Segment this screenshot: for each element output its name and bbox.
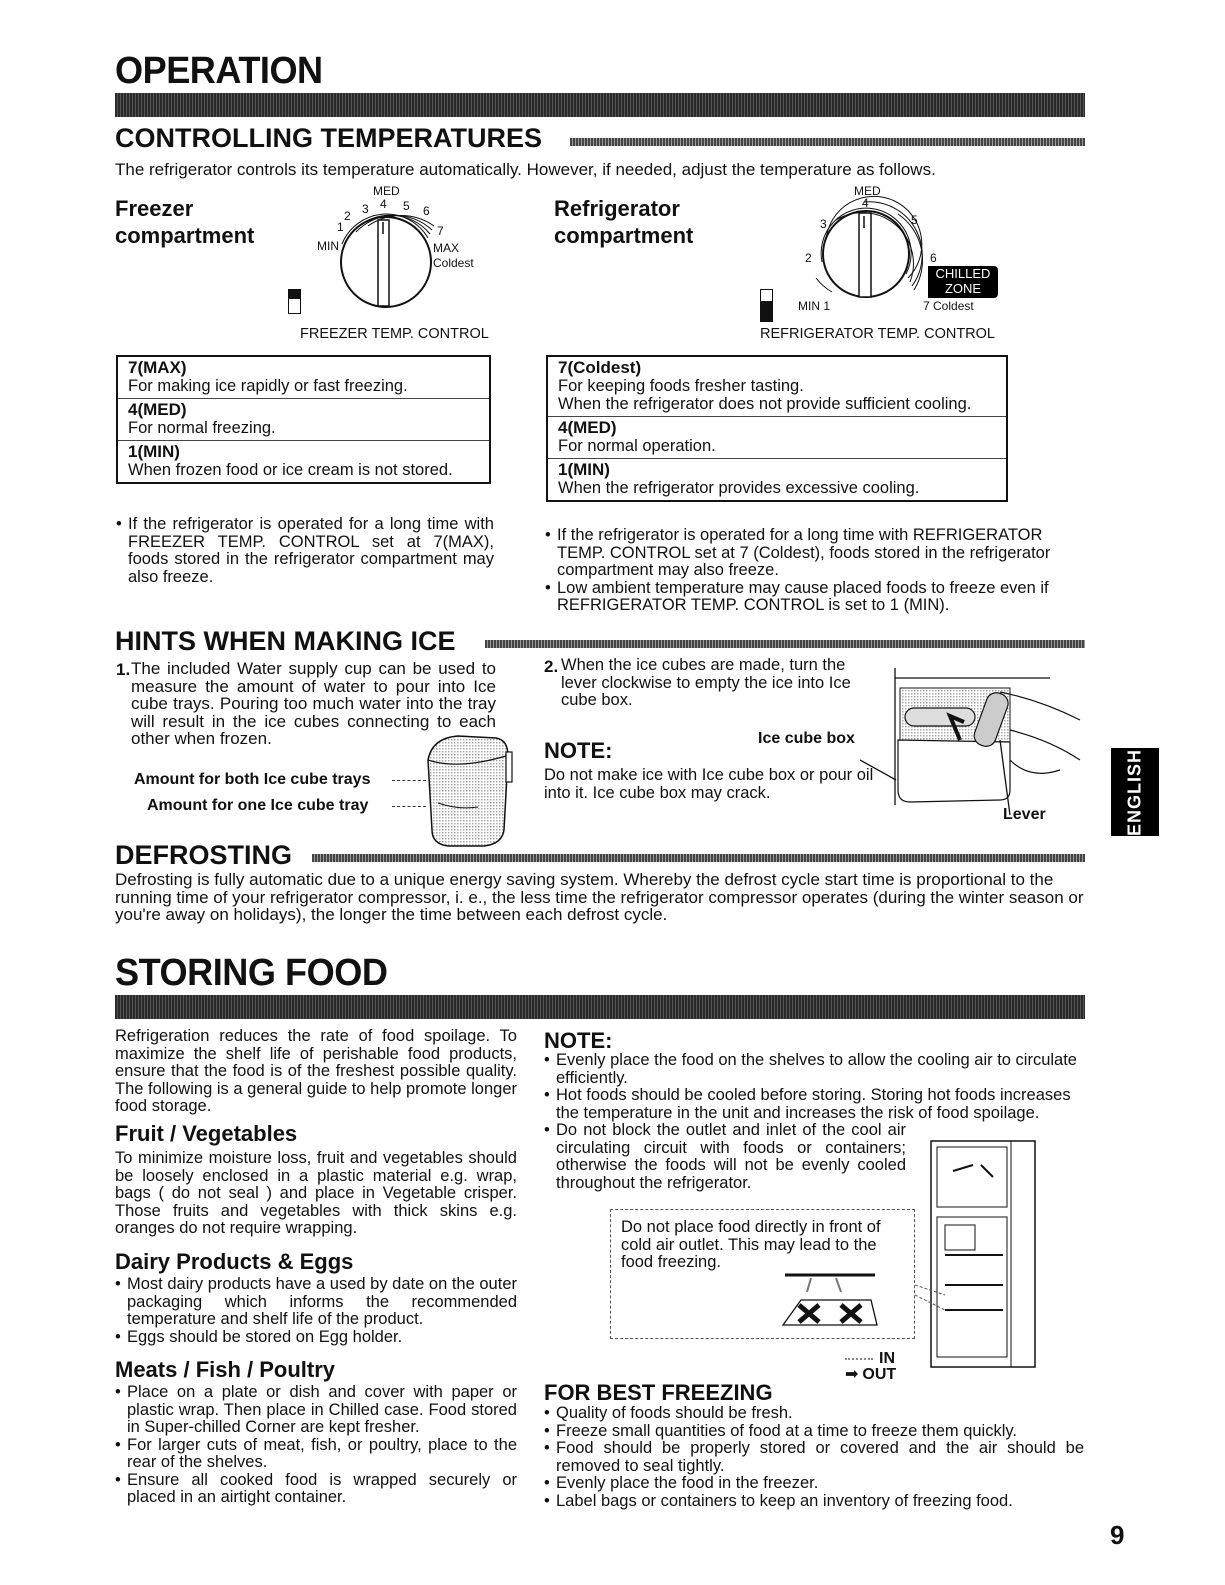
list-item: • Eggs should be stored on Egg holder. [115,1329,517,1347]
refrigerator-dial-coldest-label: 7 Coldest [923,299,974,313]
refrigerator-control-caption: REFRIGERATOR TEMP. CONTROL [760,326,995,342]
step-number: 2. [544,657,559,676]
list-item: • Ensure all cooked food is wrapped securely or placed in an airtight container. [115,1472,517,1507]
best-freezing-list [544,1405,1084,1510]
freezer-dial-tick: 1 [337,220,344,234]
dairy-eggs-list [115,1276,517,1346]
step-text: The included Water supply cup can be used to measure the amount of water to pour into Ice cube trays. Pouring too much water into the tray will result in the ice cubes connecting to each other when frozen. [131,659,496,748]
list-item: • Label bags or containers to keep an inventory of freezing food. [544,1493,1084,1511]
heading-defrosting: DEFROSTING [115,840,293,870]
list-item: • Most dairy products have a used by date on the outer packaging which informs the recommended temperature and shelf life of the product. [115,1276,517,1329]
list-item: • For larger cuts of meat, fish, or poultry, place to the rear of the shelves. [115,1437,517,1472]
note-item: • If the refrigerator is operated for a long time with REFRIGERATOR TEMP. CONTROL set at 7 (Coldest), foods stored in the refrigerator compartment may also freeze. [545,527,1090,580]
heading-rule [570,138,1085,146]
chilled-zone-line1: CHILLED [935,266,991,281]
refrigerator-setting-row [548,459,1006,500]
refrigerator-dial-min-label: MIN 1 [798,299,831,313]
freezer-heading-line1: Freezer [115,196,194,221]
ice-note-text: Do not make ice with Ice cube box or pour oil into it. Ice cube box may crack. [544,766,874,802]
label-ice-cube-box: Ice cube box [758,730,855,747]
setting-description: For making ice rapidly or fast freezing. [128,377,408,395]
refrigerator-setting-row [548,417,1006,459]
label-lever: Lever [1003,806,1046,823]
setting-description: For normal freezing. [128,419,276,437]
list-item: • Hot foods should be cooled before storing. Storing hot foods increases the temperature in the unit and increases the risk of food spoilage. [544,1087,1084,1122]
section-title-operation: OPERATION [115,50,323,92]
legend-in-label: IN [879,1350,895,1367]
controlling-intro: The refrigerator controls its temperature automatically. However, if needed, adjust the temperature as follows. [115,160,936,179]
freezer-temp-dial[interactable] [290,182,490,322]
chilled-zone-badge [928,266,998,298]
list-item: • Food should be properly stored or covered and the air should be removed to seal tightly. [544,1440,1084,1475]
refrigerator-dial-tick: 3 [820,217,827,231]
setting-description: When the refrigerator does not provide sufficient cooling. [558,395,972,413]
freezer-notes [116,516,494,586]
setting-label: 1(MIN) [128,442,180,461]
freezer-dial-max-label: MAX [433,241,460,255]
page-number: 9 [1110,1520,1125,1550]
heading-rule [312,854,1085,862]
ice-note-title: NOTE: [544,738,613,763]
list-item: • Evenly place the food on the shelves to allow the cooling air to circulate efficiently. [544,1052,1084,1087]
legend-out [845,1366,896,1384]
note-item: • Low ambient temperature may cause placed foods to freeze even if REFRIGERATOR TEMP. CONTROL is set to 1 (MIN). [545,580,1090,615]
language-tab-label: ENGLISH [1124,748,1145,836]
callout-text: Do not place food directly in front of cold air outlet. This may lead to the food freezing. [621,1218,881,1271]
refrigerator-temp-dial[interactable] [780,182,1020,322]
freezer-dial-tick: 6 [423,204,430,218]
storing-note-title: NOTE: [544,1028,613,1053]
refrigerator-heading [554,195,693,249]
heading-hints-making-ice: HINTS WHEN MAKING ICE [115,626,456,656]
freezer-dial-tick: 5 [403,199,410,213]
setting-description: For normal operation. [558,437,716,455]
list-item: • Place on a plate or dish and cover with paper or plastic wrap. Then place in Chilled case. Food stored in Super-chilled Corner are kept fresher. [115,1384,517,1437]
heading-controlling-temperatures: CONTROLLING TEMPERATURES [115,123,542,153]
language-tab-english [1111,748,1159,836]
freezer-setting-row [118,357,489,399]
arrow-out-icon: ➡ [845,1366,859,1383]
freezer-dial-tick: 2 [344,209,351,223]
setting-description: For keeping foods fresher tasting. [558,377,804,395]
refrigerator-dial-tick: 5 [911,213,918,227]
refrigerator-indicator-icon [760,289,773,322]
label-amount-both-trays: Amount for both Ice cube trays [134,771,371,788]
freezer-heading-line2: compartment [115,223,255,248]
step-text: When the ice cubes are made, turn the lever clockwise to empty the ice into Ice cube box. [561,656,851,709]
refrigerator-settings-table [546,355,1008,502]
refrigerator-dial-tick: 2 [805,251,812,265]
list-item justify: • Do not block the outlet and inlet of the cool air circulating circuit with foods or containers; otherwise the foods will not be evenly cooled throughout the refrigerator. [544,1122,906,1192]
heading-rule [485,640,1085,648]
water-supply-cup-illustration [418,730,518,850]
refrigerator-notes [545,527,1090,615]
list-item: • Freeze small quantities of food at a time to freeze them quickly. [544,1423,1084,1441]
freezer-heading [115,195,254,249]
refrigerator-heading-line2: compartment [554,223,694,248]
cold-air-outlet-callout [610,1209,915,1339]
freezer-dial-tick: 7 [437,224,444,238]
section-divider [115,93,1085,117]
freezer-indicator-icon [288,289,301,314]
freezer-settings-table [116,355,491,484]
freezer-setting-row [118,399,489,441]
ice-maker-lever-illustration [860,660,1085,825]
refrigerator-heading-line1: Refrigerator [554,196,680,221]
freezer-dial-tick: 4 [380,197,387,211]
section-divider [115,995,1085,1019]
setting-label: 4(MED) [128,400,187,419]
no-food-in-front-of-outlet-illustration [781,1270,881,1330]
refrigerator-airflow-illustration [915,1135,1040,1375]
refrigerator-setting-row [548,357,1006,417]
setting-description: When frozen food or ice cream is not stored. [128,461,453,479]
note-item: • If the refrigerator is operated for a long time with FREEZER TEMP. CONTROL set at 7(MAX), foods stored in the refrigerator compartment may also freeze. [116,516,494,586]
freezer-dial-tick: 3 [362,202,369,216]
heading-dairy-eggs: Dairy Products & Eggs [115,1249,354,1274]
freezer-dial-min-label: MIN [317,239,339,253]
heading-fruit-vegetables: Fruit / Vegetables [115,1121,298,1146]
setting-label: 7(Coldest) [558,358,642,377]
section-title-storing-food: STORING FOOD [115,952,388,994]
setting-label: 7(MAX) [128,358,187,377]
freezer-setting-row [118,441,489,482]
chilled-zone-line2: ZONE [944,281,982,296]
list-item: • Evenly place the food in the freezer. [544,1475,1084,1493]
setting-description: When the refrigerator provides excessive cooling. [558,479,920,497]
step-number: 1. [116,660,131,679]
fruit-vegetables-text: To minimize moisture loss, fruit and vegetables should be loosely enclosed in a plastic material e.g. wrap, bags ( do not seal ) and place in Vegetable crisper. Those fruits and vegetables with thick skins e.g. oranges do not require wrapping. [115,1149,517,1237]
hint-step-2 [544,657,874,710]
refrigerator-dial-tick: 4 [862,196,869,210]
label-amount-one-tray: Amount for one Ice cube tray [147,797,369,814]
refrigerator-dial-tick: 6 [930,251,937,265]
meats-list [115,1384,517,1507]
freezer-dial-med-label: MED [373,184,400,198]
defrosting-text: Defrosting is fully automatic due to a unique energy saving system. Whereby the defrost cycle start time is proportional to the running time of your refrigerator compressor, i. e., the less time the refrigerator compressor operates (during the winter season or you're away on holidays), the longer the time between each defrost cycle. [115,870,1084,924]
setting-label: 4(MED) [558,418,617,437]
list-item: • Quality of foods should be fresh. [544,1405,1084,1423]
setting-label: 1(MIN) [558,460,610,479]
freezer-control-caption: FREEZER TEMP. CONTROL [300,326,489,342]
storing-intro: Refrigeration reduces the rate of food spoilage. To maximize the shelf life of perishable food products, ensure that the food is of the freshest possible quality. The following is a general guide to help promote longer food storage. [115,1027,517,1115]
legend-out-label: OUT [862,1366,897,1383]
heading-meats-fish-poultry: Meats / Fish / Poultry [115,1357,336,1382]
refrigerator-dial-med-label: MED [854,184,881,198]
arrow-in-icon [845,1358,873,1360]
heading-for-best-freezing: FOR BEST FREEZING [544,1380,773,1405]
freezer-dial-coldest-label: Coldest [433,256,474,270]
